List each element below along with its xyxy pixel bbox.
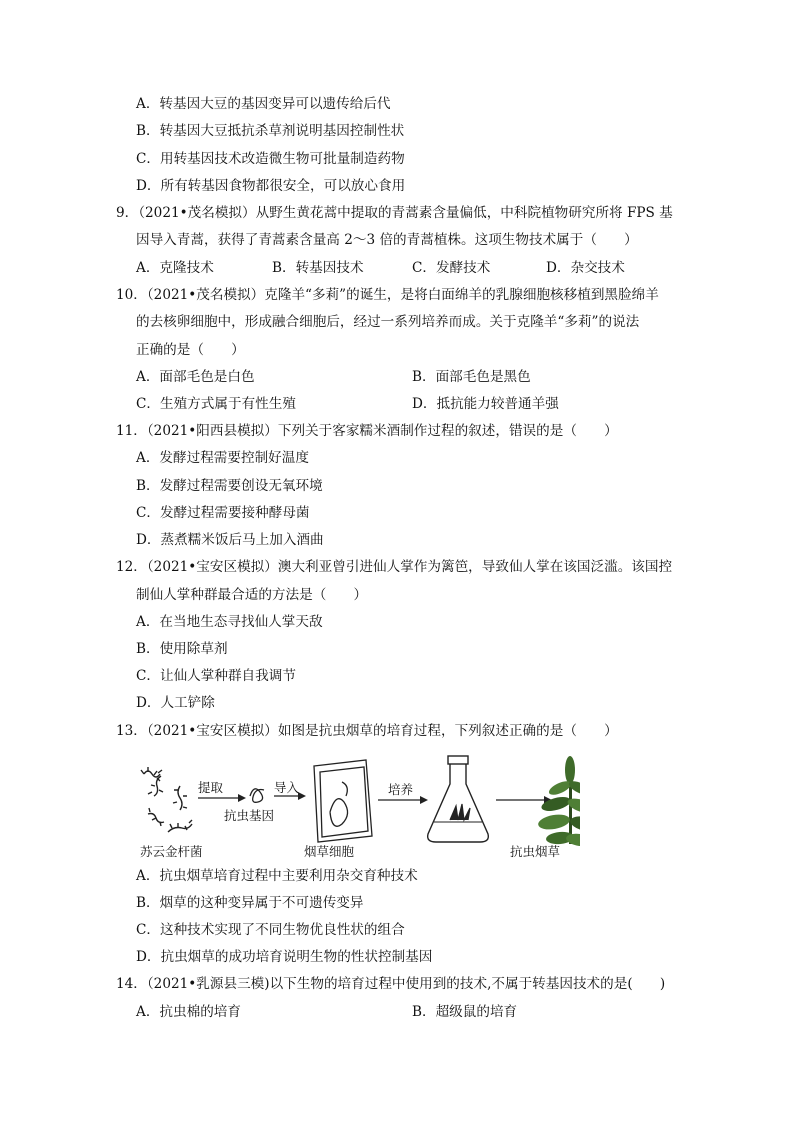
q10-stem-line2: 的去核卵细胞中，形成融合细胞后，经过一系列培养而成。关于克隆羊“多莉”的说法 — [136, 314, 640, 330]
q14-stem: 14．（2021•乳源县三模)以下生物的培育过程中使用到的技术,不属于转基因技术的是( ) — [116, 976, 666, 992]
q14-option-a: A．抗虫棉的培育 — [136, 1004, 241, 1020]
label-tobacco-cell: 烟草细胞 — [304, 844, 355, 859]
q10-stem-line3: 正确的是（ ） — [136, 342, 245, 358]
q12-stem-line1: 12．（2021•宝安区模拟）澳大利亚曾引进仙人掌作为篱笆，导致仙人掌在该国泛滥。该国控 — [116, 559, 673, 575]
q13-process-figure — [130, 752, 580, 864]
q13-stem: 13．（2021•宝安区模拟）如图是抗虫烟草的培育过程，下列叙述正确的是（ ） — [116, 723, 618, 739]
q10-option-b: B．面部毛色是黑色 — [412, 369, 531, 385]
tobacco-plant-illustration — [537, 756, 580, 848]
q9-option-b: B．转基因技术 — [272, 260, 364, 276]
q13-option-a: A．抗虫烟草培育过程中主要利用杂交育种技术 — [136, 868, 418, 884]
label-bacillus: 苏云金杆菌 — [140, 844, 203, 859]
q10-stem-line1: 10．（2021•茂名模拟）克隆羊“多莉”的诞生，是将白面绵羊的乳腺细胞核移植到黑脸绵羊 — [116, 287, 659, 303]
q13-option-c: C．这种技术实现了不同生物优良性状的组合 — [136, 922, 405, 938]
q9-stem-line2: 因导入青蒿，获得了青蒿素含量高 2～3 倍的青蒿植株。这项生物技术属于（ ） — [136, 232, 638, 248]
q13-option-d: D．抗虫烟草的成功培育说明生物的性状控制基因 — [136, 949, 433, 965]
q11-option-c: C．发酵过程需要接种酵母菌 — [136, 505, 310, 521]
q12-option-c: C．让仙人掌种群自我调节 — [136, 668, 296, 684]
q9-option-d: D．杂交技术 — [546, 260, 625, 276]
label-insert: 导入 — [274, 780, 300, 795]
q11-option-b: B．发酵过程需要创设无氧环境 — [136, 478, 323, 494]
q9-option-a: A．克隆技术 — [136, 260, 214, 276]
q10-option-a: A．面部毛色是白色 — [136, 369, 255, 385]
q8-option-b: B．转基因大豆抵抗杀草剂说明基因控制性状 — [136, 123, 405, 139]
q8-option-d: D．所有转基因食物都很安全，可以放心食用 — [136, 178, 406, 194]
bacteria-illustration — [141, 767, 192, 832]
q10-option-c: C．生殖方式属于有性生殖 — [136, 396, 296, 412]
q11-option-a: A．发酵过程需要控制好温度 — [136, 450, 309, 466]
q12-option-b: B．使用除草剂 — [136, 641, 228, 657]
gene-illustration — [250, 789, 264, 803]
q9-stem-line1: 9．（2021•茂名模拟）从野生黄花蒿中提取的青蒿素含量偏低，中科院植物研究所将 FPS 基 — [116, 205, 673, 221]
q9-option-c: C．发酵技术 — [412, 260, 491, 276]
q8-option-c: C．用转基因技术改造微生物可批量制造药物 — [136, 151, 405, 167]
q12-option-a: A．在当地生态寻找仙人掌天敌 — [136, 614, 323, 630]
q8-option-a: A．转基因大豆的基因变异可以遗传给后代 — [136, 96, 391, 112]
label-insect-resistant-tobacco: 抗虫烟草 — [510, 844, 561, 859]
q12-stem-line2: 制仙人掌种群最合适的方法是（ ） — [136, 587, 368, 603]
plant-cell-illustration — [314, 760, 372, 842]
label-extract: 提取 — [198, 780, 224, 795]
q10-option-d: D．抵抗能力较普通羊强 — [412, 396, 559, 412]
q14-option-b: B．超级鼠的培育 — [412, 1004, 518, 1020]
q13-option-b: B．烟草的这种变异属于不可遗传变异 — [136, 895, 364, 911]
q11-option-d: D．蒸煮糯米饭后马上加入酒曲 — [136, 532, 324, 548]
label-resistance-gene: 抗虫基因 — [224, 808, 275, 823]
q11-stem: 11．（2021•阳西县模拟）下列关于客家糯米酒制作过程的叙述，错误的是（ ） — [116, 423, 618, 439]
q12-option-d: D．人工铲除 — [136, 695, 215, 711]
label-culture: 培养 — [388, 782, 414, 797]
culture-flask-illustration — [428, 756, 489, 842]
